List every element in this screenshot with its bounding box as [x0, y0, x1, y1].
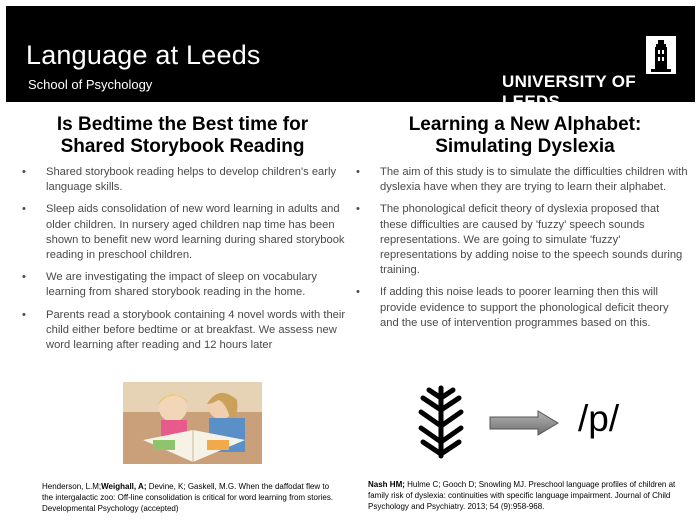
bullet-glyph: •: [22, 166, 26, 178]
right-heading-line2: Simulating Dyslexia: [435, 136, 615, 157]
bullet-text: The phonological deficit theory of dyslexia proposed that these difficulties are caused by 'fuzzy' speech sounds representations. We are going to simulate 'fuzzy' representations by adding noise to the speech sounds during training.: [380, 203, 683, 277]
bullet-text: Parents read a storybook containing 4 novel words with their child either before bedtime or at breakfast. We assess new word learning after reading and 12 hours later: [46, 308, 346, 352]
banner-subtitle: School of Psychology: [28, 77, 153, 92]
right-arrow-icon: [488, 409, 560, 437]
bullet-text: If adding this noise leads to poorer learning then this will provide evidence to support the phonological deficit theory and the use of intervention programmes based on this.: [380, 286, 669, 329]
bullet-glyph: •: [356, 166, 360, 178]
right-reference: [368, 479, 693, 512]
right-heading-line1: Learning a New Alphabet:: [408, 114, 642, 135]
list-item: [22, 308, 347, 354]
bullet-glyph: •: [22, 308, 26, 321]
right-reference-details: Hulme C; Gooch D; Snowling MJ. Preschool language profiles of children at family risk of dyslexia: continuities with specific language impairment. Journal of Child Psychology and Psychiatry. 2013; 54 (9):958-968.: [368, 480, 676, 511]
list-item: [356, 202, 688, 278]
list-item: [22, 270, 347, 300]
bullet-glyph: •: [356, 203, 360, 216]
bullet-text: We are investigating the impact of sleep on vocabulary learning from shared storybook reading in the home.: [46, 271, 317, 299]
list-item: [22, 165, 347, 195]
header-banner: [6, 6, 695, 111]
university-tower-icon: [646, 36, 676, 74]
right-heading: [355, 114, 695, 158]
storybook-reading-photo: [123, 382, 262, 464]
bullet-text: Sleep aids consolidation of new word learning in adults and older children. In nursery aged children nap time has been shown to benefit new word learning during shared storybook reading in preschool children.: [46, 203, 345, 262]
bullet-text: The aim of this study is to simulate the difficulties children with dyslexia have when they are trying to learn their alphabet.: [380, 166, 688, 194]
bullet-glyph: •: [22, 203, 26, 216]
left-heading-line2: Shared Storybook Reading: [60, 136, 305, 157]
right-reference-bold-author: Nash HM;: [368, 480, 405, 489]
left-reference: [42, 481, 342, 514]
left-bullet-list: [22, 165, 347, 360]
storybook-photo-illustration: [123, 382, 262, 464]
right-bullet-list: [356, 165, 688, 338]
bullet-glyph: •: [22, 271, 26, 284]
novel-letter-symbol-icon: [413, 384, 469, 460]
left-reference-authors: Henderson, L.M;: [42, 482, 102, 491]
left-reference-details: Devine, K; Gaskell, M.G. When the daffodat flew to the intergalactic zoo: Off-line consolidation is critical for word learning from stories. Developmental Psychology (accepted): [42, 482, 334, 513]
list-item: [22, 202, 347, 263]
left-reference-bold-author: Weighall, A;: [101, 482, 147, 491]
bullet-text: Shared storybook reading helps to develop children's early language skills.: [46, 166, 337, 194]
left-heading: [10, 114, 355, 158]
list-item: [356, 285, 688, 331]
list-item: [356, 165, 688, 195]
phoneme-label: /p/: [578, 398, 620, 439]
university-name: UNIVERSITY OF LEEDS: [502, 72, 636, 111]
left-heading-line1: Is Bedtime the Best time for: [56, 114, 309, 135]
bullet-glyph: •: [356, 286, 360, 299]
banner-title: Language at Leeds: [26, 40, 261, 70]
